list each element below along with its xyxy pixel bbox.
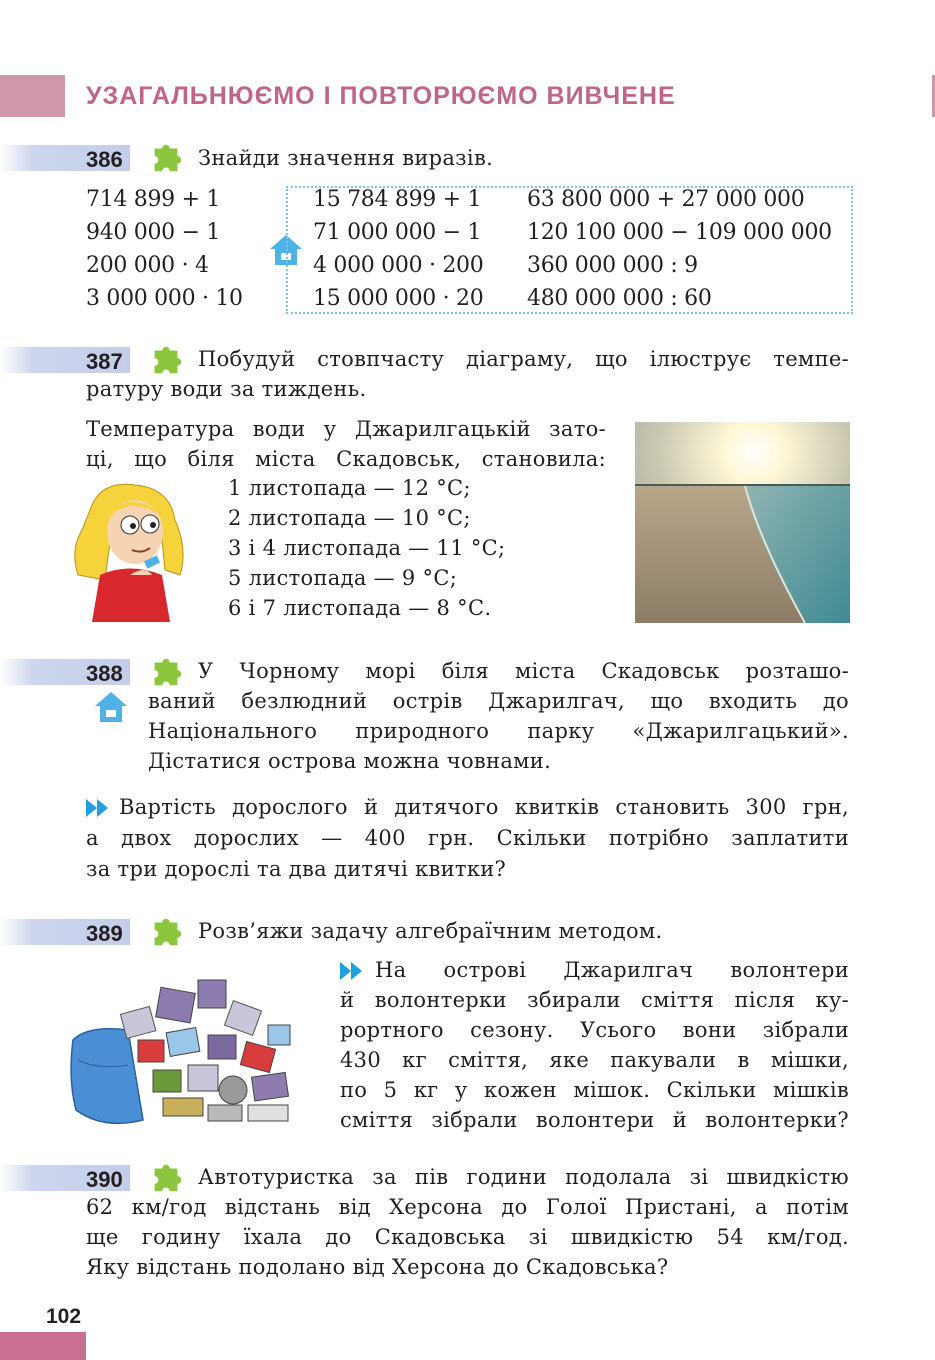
header-accent-bar [0, 75, 65, 117]
list-item: 1 листопада — 12 °С; [228, 476, 471, 500]
temperature-list [228, 476, 505, 626]
task-number: 388 [86, 661, 123, 686]
task-text-line: ще годину їхала до Скадовська зі швидкістю 54 км/год. [86, 1225, 849, 1249]
task-text-line: У Чорному морі біля міста Скадовськ розташо- [198, 659, 849, 683]
task-text-line: Дістатися острова можна човнами. [148, 749, 552, 773]
double-arrow-icon [340, 962, 364, 980]
garbage-bag-illustration [68, 970, 308, 1130]
expression: 15 784 899 + 1 [313, 187, 482, 212]
expression: 3 000 000 · 10 [86, 286, 243, 311]
task-number: 387 [86, 349, 123, 374]
expression-column-1 [86, 183, 243, 315]
list-item: 3 і 4 листопада — 11 °С; [228, 536, 506, 560]
task-number: 390 [86, 1167, 123, 1192]
problem-line: 430 кг сміття, яке пакували в мішки, [340, 1048, 849, 1072]
expression: 71 000 000 − 1 [313, 220, 482, 245]
list-item: 6 і 7 листопада — 8 °С. [228, 596, 492, 620]
puzzle-icon [147, 913, 185, 951]
expression: 480 000 000 : 60 [527, 286, 712, 311]
double-arrow-icon [86, 799, 110, 817]
puzzle-icon [147, 1159, 185, 1197]
task-text-line: ратуру води за тиждень. [86, 377, 367, 401]
list-item: 2 листопада — 10 °С; [228, 506, 471, 530]
expression: 15 000 000 · 20 [313, 286, 484, 311]
task-text-line: 62 км/год відстань від Херсона до Голої Пристані, а потім [86, 1195, 849, 1219]
girl-illustration [70, 480, 190, 622]
task-number: 389 [86, 921, 123, 946]
problem-line: по 5 кг у кожен мішок. Скільки мішків [340, 1078, 849, 1102]
footer-accent-bar [0, 1332, 86, 1360]
puzzle-icon [147, 341, 185, 379]
task-text-line: ваний безлюдний острів Джарилгач, що входить до [148, 689, 849, 713]
expression: 120 100 000 − 109 000 000 [527, 220, 832, 245]
task-prompt: Знайди значення виразів. [198, 146, 494, 170]
problem-line: На острові Джарилгач волонтери [375, 958, 849, 982]
expression: 4 000 000 · 200 [313, 253, 484, 278]
task-text-line: Автотуристка за пів години подолала зі швидкістю [198, 1165, 849, 1189]
task-text-line: ці, що біля міста Скадовськ, становила: [86, 447, 606, 471]
puzzle-icon [147, 653, 185, 691]
task-number: 386 [86, 147, 123, 172]
problem-line: й волонтерки збирали сміття після ку- [340, 988, 849, 1012]
beach-photo [635, 422, 850, 623]
problem-line: сміття зібрали волонтери й волонтерки? [340, 1108, 849, 1132]
task-text-line: Температура води у Джарилгацькій зато- [86, 417, 606, 441]
task-text-line: Побудуй стовпчасту діаграму, що ілюструє темпе- [198, 347, 849, 371]
page-number: 102 [46, 1305, 82, 1328]
expression: 714 899 + 1 [86, 187, 221, 212]
problem-line: а двох дорослих — 400 грн. Скільки потрібно заплатити [86, 826, 849, 850]
expression: 940 000 − 1 [86, 220, 221, 245]
task-text-line: Національного природного парку «Джарилгацький». [148, 719, 849, 743]
problem-line: Вартість дорослого й дитячого квитків становить 300 грн, [119, 795, 849, 819]
puzzle-icon [147, 139, 185, 177]
expression: 63 800 000 + 27 000 000 [527, 187, 805, 212]
problem-line: за три дорослі та два дитячі квитки? [86, 857, 507, 881]
section-title: УЗАГАЛЬНЮЄМО І ПОВТОРЮЄМО ВИВЧЕНЕ [86, 82, 676, 110]
expression-column-2 [313, 183, 483, 315]
problem-line: рортного сезону. Усього вони зібрали [340, 1018, 849, 1042]
expression: 200 000 · 4 [86, 253, 209, 278]
task-prompt: Розв’яжи задачу алгебраїчним методом. [198, 919, 663, 943]
list-item: 5 листопада — 9 °С; [228, 566, 458, 590]
house-icon [93, 690, 129, 724]
task-text-line: Яку відстань подолано від Херсона до Скадовська? [86, 1255, 669, 1279]
expression-column-3 [527, 183, 832, 315]
expression: 360 000 000 : 9 [527, 253, 698, 278]
